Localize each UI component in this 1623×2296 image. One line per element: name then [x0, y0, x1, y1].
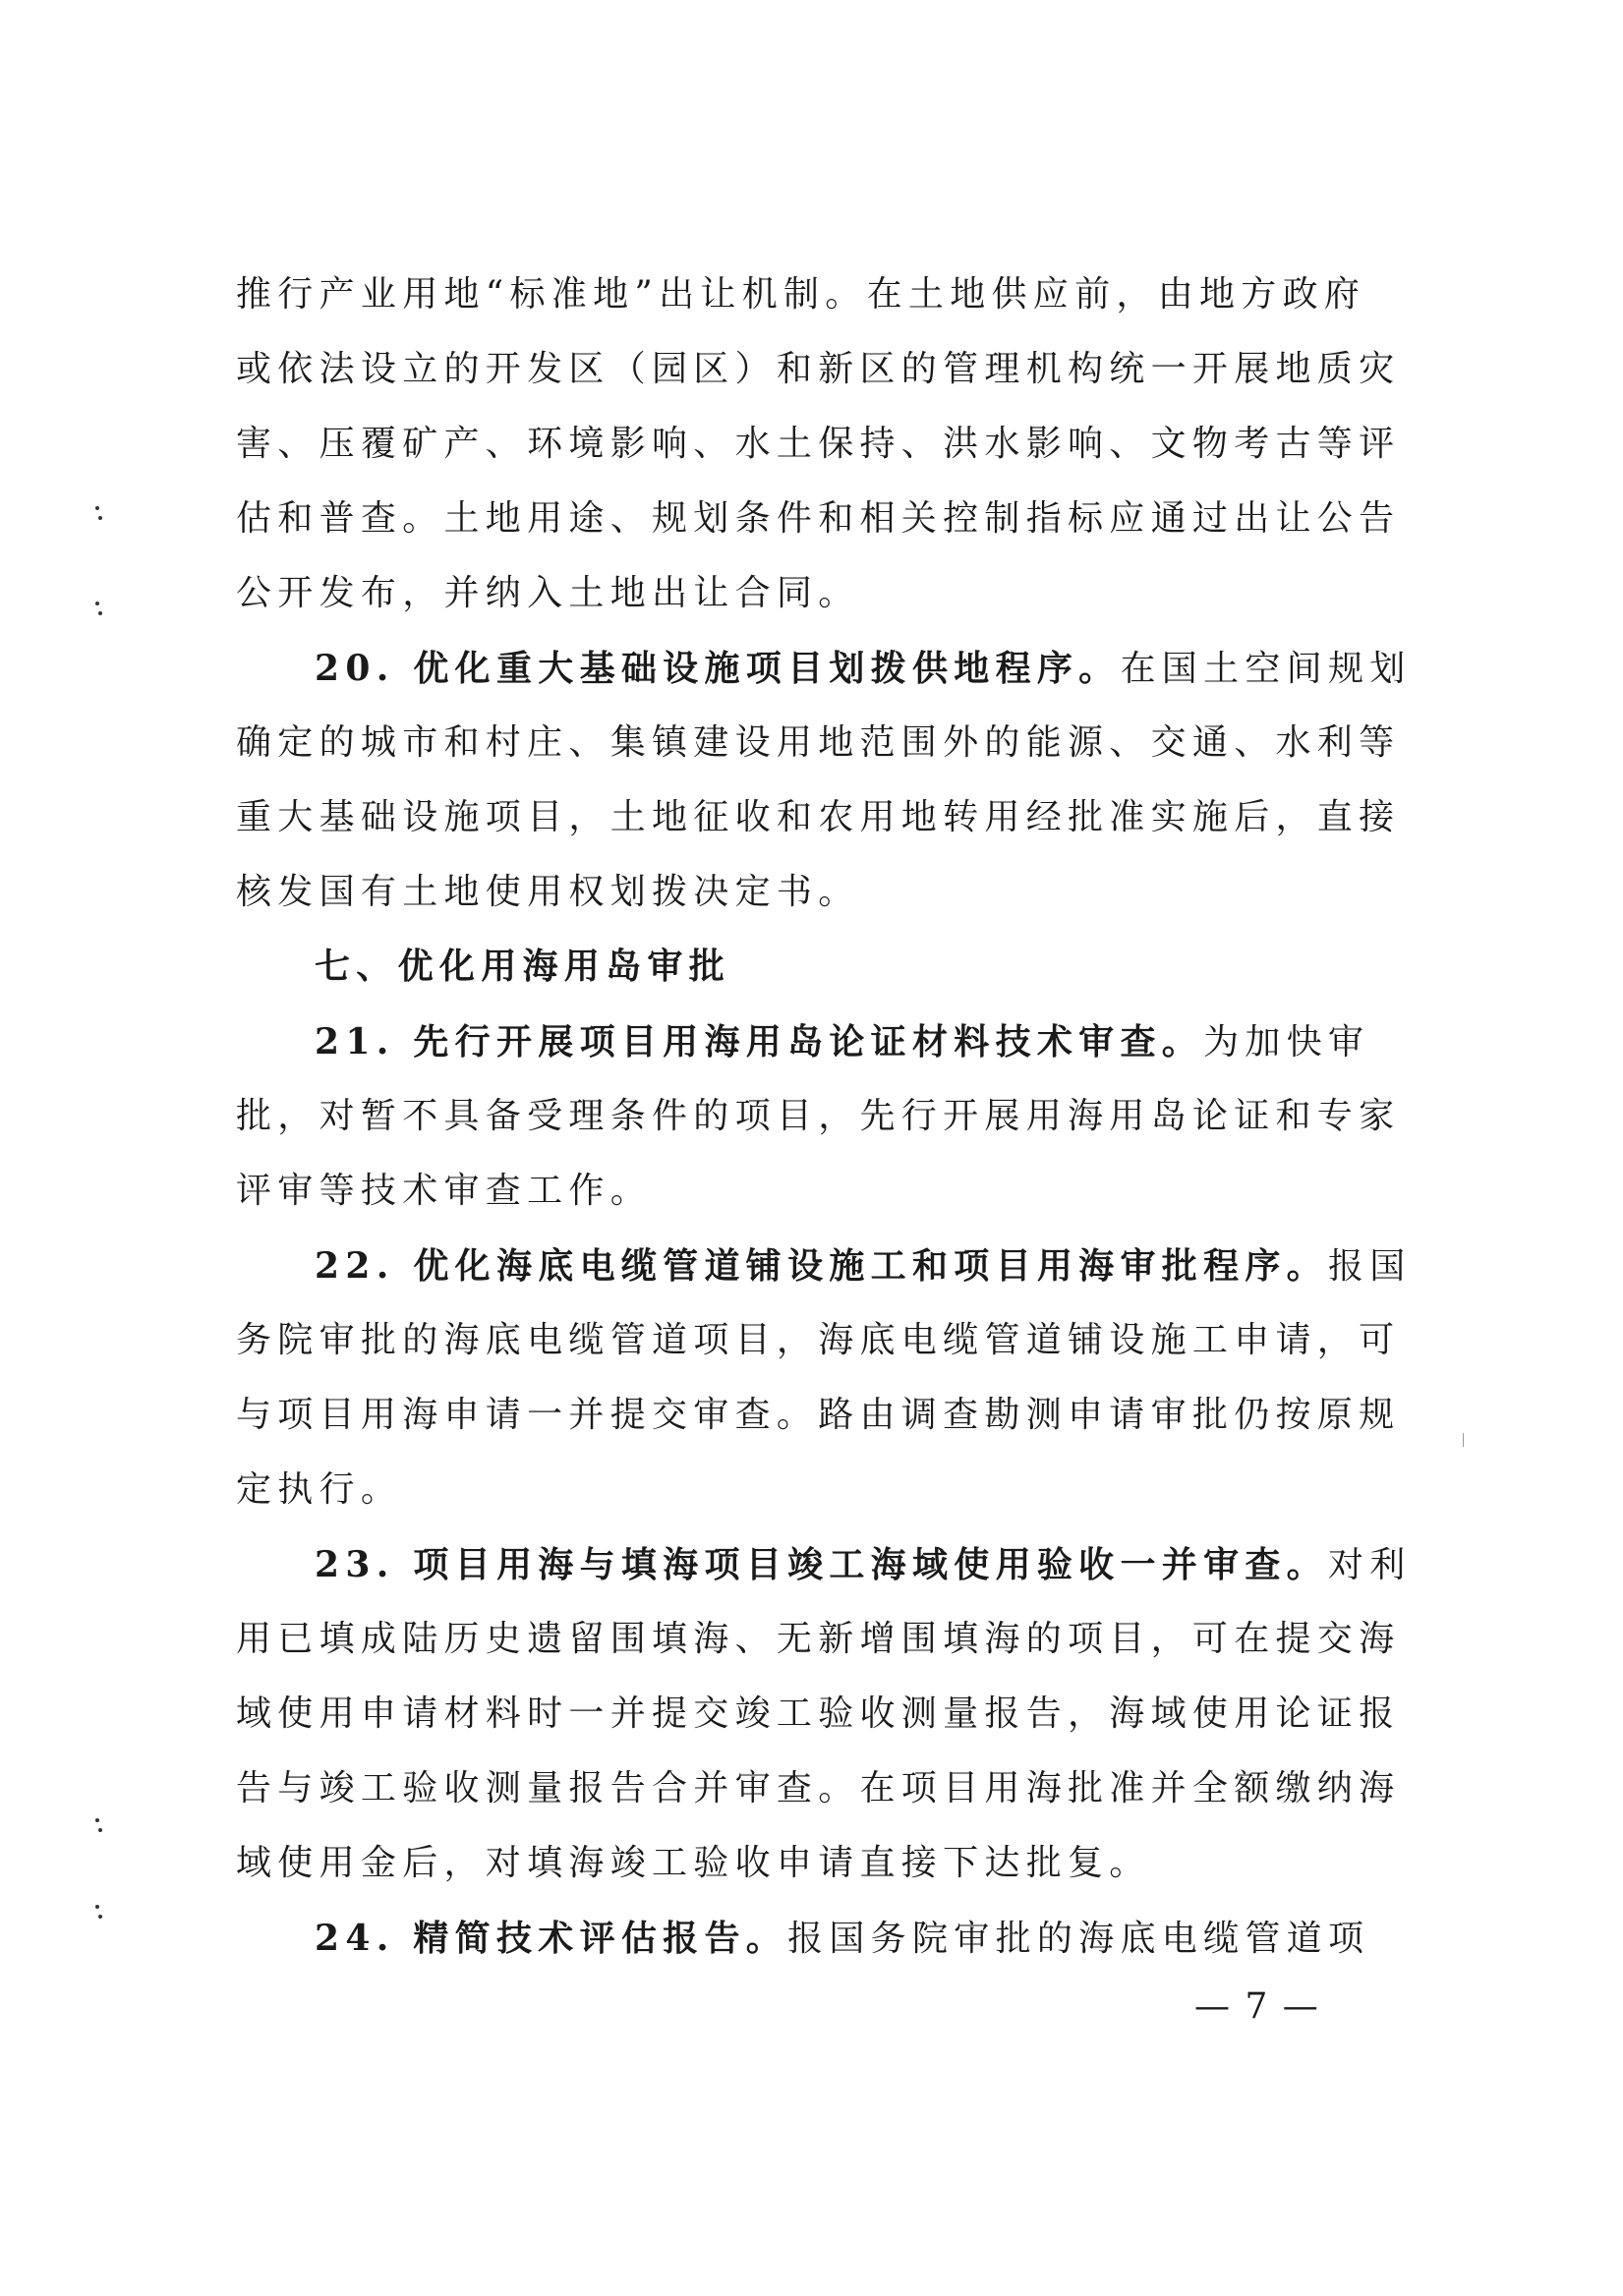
item-24-text: 报国务院审批的海底电缆管道项 [787, 1919, 1370, 1959]
item-20-title: 20. 优化重大基础设施项目划拨供地程序。 [315, 648, 1121, 689]
item-21-text: 为加快审 [1203, 1022, 1370, 1062]
item-22-text: 报国 [1327, 1246, 1412, 1287]
body-text-line: 害、压覆矿产、环境影响、水土保持、洪水影响、文物考古等评 [236, 424, 1401, 464]
body-text-line: 重大基础设施项目，土地征收和农用地转用经批准实施后，直接 [236, 797, 1401, 837]
item-22-line [315, 1242, 1412, 1291]
item-23-text: 对利 [1327, 1545, 1412, 1585]
body-text-line: 定执行。 [236, 1469, 403, 1510]
body-text-line: 核发国有土地使用权划拨决定书。 [236, 872, 860, 912]
item-21-line [315, 1018, 1396, 1066]
body-text-line: 推行产业用地“标准地”出让机制。在土地供应前，由地方政府 [236, 274, 1366, 315]
page-number: — 7 — [1194, 1986, 1320, 2027]
item-21-title: 21. 先行开展项目用海用岛论证材料技术审查。 [315, 1021, 1204, 1062]
body-text-line: 域使用申请材料时一并提交竣工验收测量报告，海域使用论证报 [236, 1693, 1401, 1734]
body-text-line: 告与竣工验收测量报告合并审查。在项目用海批准并全额缴纳海 [236, 1768, 1401, 1808]
body-text-line: 或依法设立的开发区（园区）和新区的管理机构统一开展地质灾 [236, 349, 1401, 389]
body-text-line: 评审等技术审查工作。 [236, 1171, 653, 1211]
item-24-title: 24. 精简技术评估报告。 [315, 1918, 788, 1959]
binding-mark [95, 1818, 103, 1834]
item-20-line [315, 645, 1412, 693]
binding-mark [95, 602, 103, 617]
body-text-line: 批，对暂不具备受理条件的项目，先行开展用海用岛论证和专家 [236, 1096, 1401, 1136]
item-24-line [315, 1915, 1396, 1963]
body-text-line: 确定的城市和村庄、集镇建设用地范围外的能源、交通、水利等 [236, 722, 1401, 763]
binding-mark [95, 506, 103, 522]
body-text-line: 估和普查。土地用途、规划条件和相关控制指标应通过出让公告 [236, 498, 1401, 539]
item-23-title: 23. 项目用海与填海项目竣工海域使用验收一并审查。 [315, 1544, 1328, 1585]
body-text-line: 公开发布，并纳入土地出让合同。 [236, 573, 860, 613]
item-23-line [315, 1541, 1412, 1589]
binding-mark [95, 1905, 103, 1921]
body-text-line: 与项目用海申请一并提交审查。路由调查勘测申请审批仍按原规 [236, 1395, 1401, 1435]
body-text-line: 务院审批的海底电缆管道项目，海底电缆管道铺设施工申请，可 [236, 1320, 1401, 1360]
section-heading: 七、优化用海用岛审批 [315, 947, 731, 987]
item-20-text: 在国土空间规划 [1120, 649, 1412, 689]
scan-edge-mark [1463, 1433, 1464, 1447]
body-text-line: 用已填成陆历史遗留围填海、无新增围填海的项目，可在提交海 [236, 1619, 1401, 1659]
body-text-line: 域使用金后，对填海竣工验收申请直接下达批复。 [236, 1843, 1151, 1883]
item-22-title: 22. 优化海底电缆管道铺设施工和项目用海审批程序。 [315, 1245, 1328, 1287]
